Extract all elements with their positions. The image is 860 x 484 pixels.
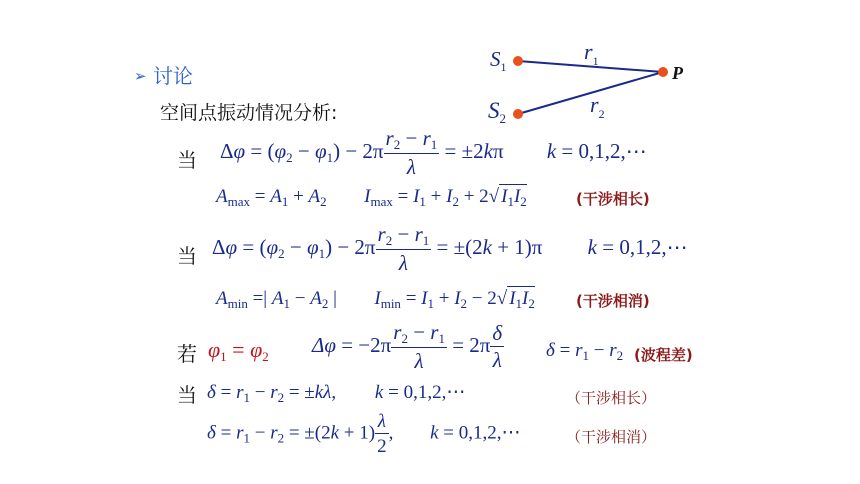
note-constructive-2: （干涉相长） xyxy=(566,389,657,407)
note-destructive-2: （干涉相消） xyxy=(566,428,657,446)
label-r1: $r_1$ xyxy=(584,39,599,68)
label-s1: $S_1$ xyxy=(490,47,507,74)
note-path-difference: (波程差) xyxy=(634,346,693,364)
source-s2-dot xyxy=(513,109,523,119)
condition-label-3: 若 xyxy=(177,342,197,366)
condition-label-2: 当 xyxy=(177,244,197,268)
phase-difference-path: Δφ = −2π $\frac{r_2 - r_1}{\lambda}$ = 2π $\frac{\delta}{\lambda}$ xyxy=(312,320,503,373)
phase-condition-constructive: $\Delta\varphi = (\varphi_2 - \varphi_1) - 2\pi$ $\frac{r_2 - r_1}{\lambda}$ = ±2kπ k = 0,1,2,⋯ xyxy=(220,126,647,179)
condition-label-4: 当 xyxy=(177,383,197,407)
path-condition-constructive: $\delta = r_1 - r_2 = \pm k\lambda$, k = 0,1,2,⋯ xyxy=(207,382,466,405)
section-heading xyxy=(134,60,193,89)
label-r2: $r_2$ xyxy=(590,92,605,121)
heading-title: 讨论 xyxy=(152,64,193,88)
path-condition-destructive: $\delta = r_1 - r_2 = \pm(2k + 1)$ $\frac{\lambda}{2}$ , k = 0,1,2,⋯ xyxy=(207,411,521,457)
subtitle: 空间点振动情况分析: xyxy=(160,102,338,124)
label-p: P xyxy=(672,63,683,83)
equal-initial-phase: $\varphi_1 = \varphi_2$ xyxy=(208,337,269,364)
bullet-arrow-icon: ➢ xyxy=(134,67,147,85)
amplitude-max: $A_{max} = A_1 + A_2$ $I_{max} = I_1 + I_2 + 2√$ $I_1I_2$ xyxy=(216,186,527,209)
path-difference-def: $\delta = r_1 - r_2$ xyxy=(546,340,624,363)
label-s2: $S_2$ xyxy=(488,98,506,126)
phase-condition-destructive: $\Delta\varphi = (\varphi_2 - \varphi_1) - 2\pi$ $\frac{r_2 - r_1}{\lambda}$ = ±(2k + 1)π k = 0,1,2,⋯ xyxy=(212,222,688,275)
note-destructive-1: (干涉相消) xyxy=(576,292,650,310)
condition-label-1: 当 xyxy=(177,148,197,172)
interference-diagram xyxy=(480,36,710,126)
note-constructive-1: (干涉相长) xyxy=(576,190,650,208)
point-p-dot xyxy=(658,67,668,77)
amplitude-min: $A_{min}$ =| $A_1 - A_2$ | $I_{min} = I_1 + I_2 - 2√$ $I_1I_2$ xyxy=(216,288,535,311)
source-s1-dot xyxy=(513,56,523,66)
